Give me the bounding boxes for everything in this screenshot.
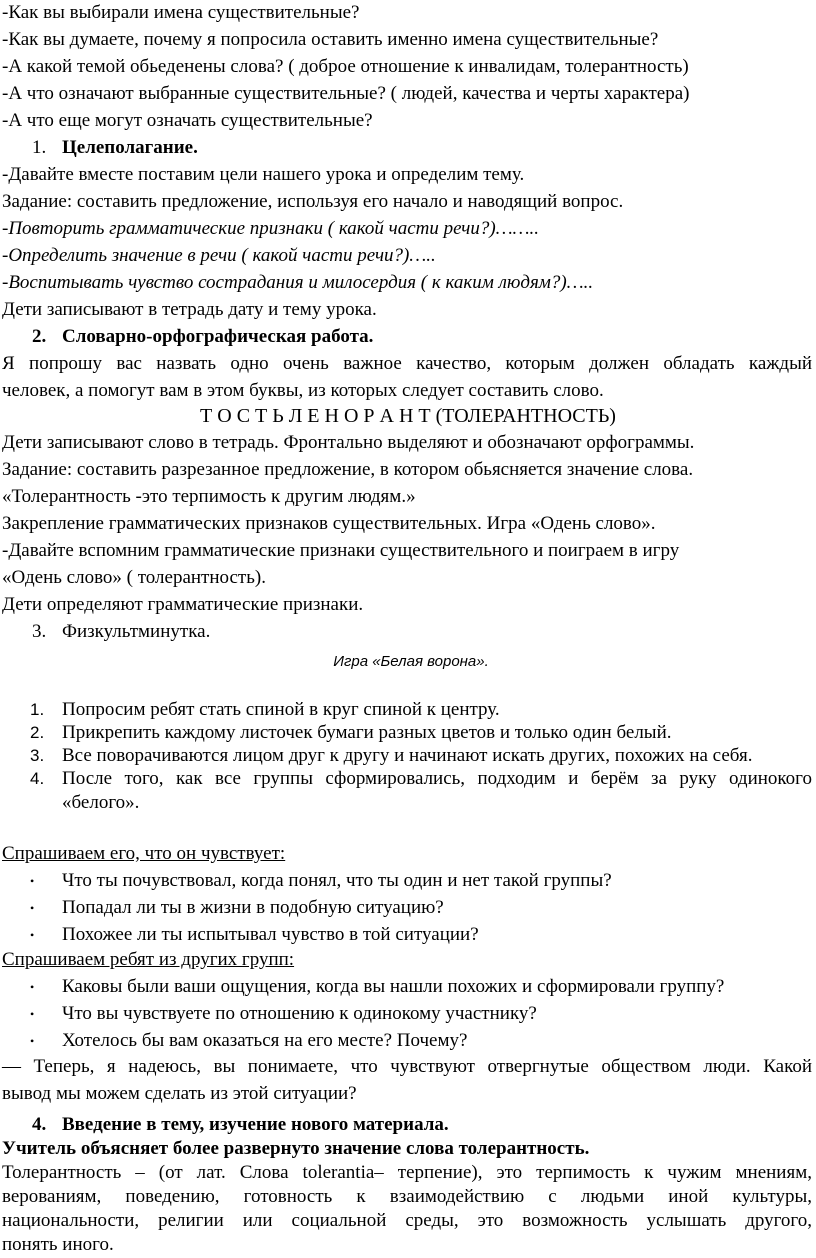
scrambled-letters: Т О С Т Ь Л Е Н О Р А Н Т (ТОЛЕРАНТНОСТЬ) [200,405,616,427]
game-title: Игра «Белая ворона». [333,653,489,670]
section-number: 1. [32,137,47,158]
step-text-continued: «белого». [62,792,140,813]
section-number: 2. [32,326,47,347]
text-line: Дети записывают слово в тетрадь. Фронтально выделяют и обозначают орфограммы. [2,432,695,453]
bullet-item: Каковы были ваши ощущения, когда вы нашли похожих и сформировали группу? [62,976,725,997]
bullet-item: Похожее ли ты испытывал чувство в той ситуации? [62,924,479,945]
bullet-icon: • [30,980,35,994]
bullet-icon: • [30,928,35,942]
section-title: Введение в тему, изучение нового материала. [62,1114,449,1135]
goal-line: -Повторить грамматические признаки ( какой части речи?)…….. [2,218,539,239]
text-line: Задание: составить предложение, используя его начало и наводящий вопрос. [2,191,624,212]
text-line: «Одень слово» ( толерантность). [2,567,266,588]
section-title: Физкультминутка. [62,621,211,642]
bullet-item: Хотелось бы вам оказаться на его месте? Почему? [62,1030,468,1051]
subheading-underlined: Спрашиваем ребят из других групп: [2,949,295,970]
step-text: После того, как все группы сформировались, подходим и берём за руку одинокого [62,768,812,789]
conclusion-line: — Теперь, я надеюсь, вы понимаете, что чувствуют отвергнутые обществом люди. Какой [2,1056,812,1077]
bullet-item: Что ты почувствовал, когда понял, что ты один и нет такой группы? [62,870,612,891]
section-subtitle: Учитель объясняет более развернуто значение слова толерантность. [2,1138,590,1159]
bullet-icon: • [30,1034,35,1048]
question-line: -А что еще могут означать существительные? [2,110,373,131]
subheading-underlined: Спрашиваем его, что он чувствует: [2,843,286,864]
text-line: Задание: составить разрезанное предложение, в котором обьясняется значение слова. [2,459,694,480]
bullet-icon: • [30,874,35,888]
text-line: «Толерантность -это терпимость к другим людям.» [2,486,416,507]
goal-line: -Воспитывать чувство сострадания и милосердия ( к каким людям?)….. [2,272,594,293]
definition-line: верованиям, поведению, готовность к взаимодействию с людьми иной культуры, [2,1186,812,1207]
question-line: -Как вы выбирали имена существительные? [2,2,360,23]
text-line: -Давайте вспомним грамматические признаки существительного и поиграем в игру [2,540,680,561]
section-number: 3. [32,621,47,642]
bullet-icon: • [30,1007,35,1021]
paragraph-line-justified [2,351,812,377]
conclusion-line: вывод мы можем сделать из этой ситуации? [2,1083,357,1104]
step-number: 1. [30,700,45,719]
section-title: Словарно-орфографическая работа. [62,326,374,347]
step-number: 3. [30,746,45,765]
bullet-item: Что вы чувствуете по отношению к одинокому участнику? [62,1003,537,1024]
step-text: Прикрепить каждому листочек бумаги разных цветов и только один белый. [62,722,672,743]
definition-line: национальности, религии или социальной среды, это возможность услышать другого, [2,1210,812,1231]
step-text: Попросим ребят стать спиной в круг спиной к центру. [62,699,500,720]
step-number: 4. [30,769,45,788]
bullet-item: Попадал ли ты в жизни в подобную ситуацию? [62,897,444,918]
step-number: 2. [30,723,45,742]
text-line: человек, а помогут вам в этом буквы, из которых следует составить слово. [2,380,604,401]
paragraph-text: Я попрошу вас назвать одно очень важное качество, которым должен обладать каждый [2,353,812,374]
question-line: -Как вы думаете, почему я попросила оставить именно имена существительные? [2,29,659,50]
bullet-icon: • [30,901,35,915]
definition-line: понять иного. [2,1234,114,1255]
definition-line: Толерантность – (от лат. Слова tolerantia– терпение), это терпимость к чужим мнениям, [2,1162,812,1183]
goal-line: -Определить значение в речи ( какой части речи?)….. [2,245,436,266]
question-line: -А какой темой обьеденены слова? ( доброе отношение к инвалидам, толерантность) [2,56,689,77]
step-text: Все поворачиваются лицом друг к другу и начинают искать других, похожих на себя. [62,745,753,766]
text-line: Закрепление грамматических признаков существительных. Игра «Одень слово». [2,513,656,534]
text-line: Дети определяют грамматические признаки. [2,594,364,615]
text-line: Дети записывают в тетрадь дату и тему урока. [2,299,377,320]
question-line: -А что означают выбранные существительные? ( людей, качества и черты характера) [2,83,690,104]
section-title: Целеполагание. [62,137,198,158]
section-number: 4. [32,1114,47,1135]
text-line: -Давайте вместе поставим цели нашего урока и определим тему. [2,164,525,185]
